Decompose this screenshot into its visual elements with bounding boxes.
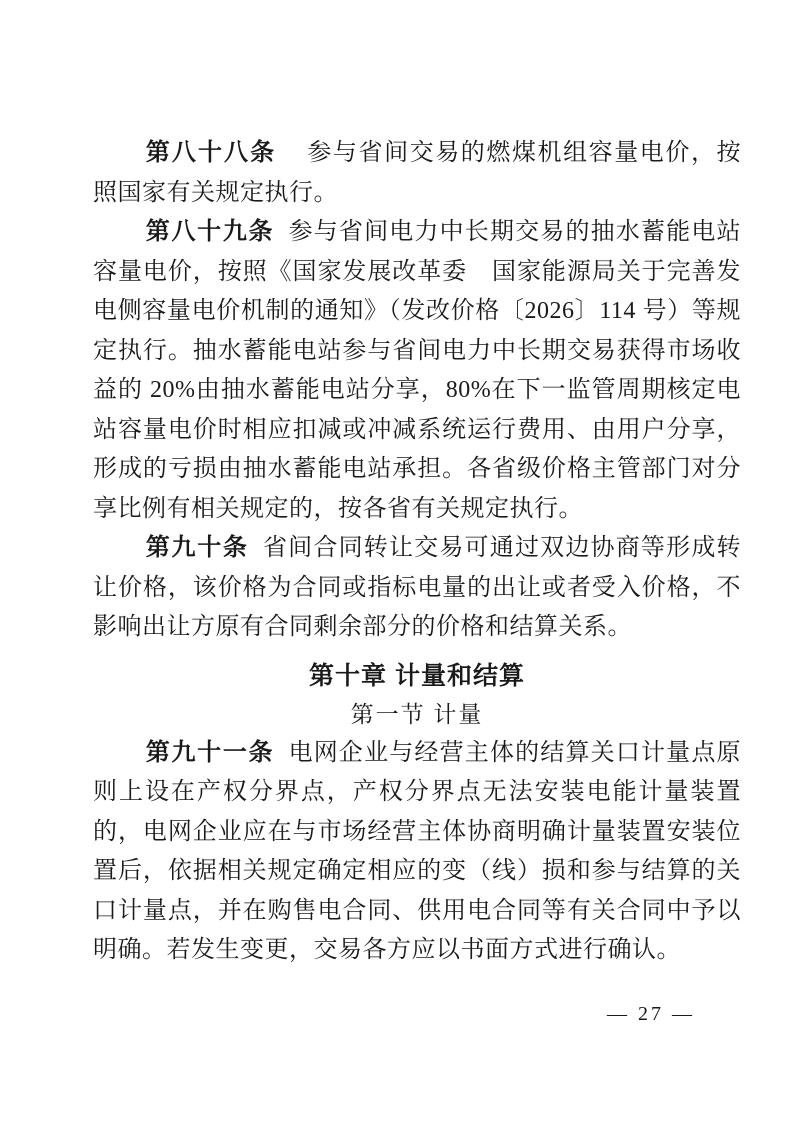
article-88-text: 参与省间交易的燃煤机组容量电价，按照国家有关规定执行。: [93, 140, 742, 206]
article-90-number: 第九十条: [145, 535, 249, 561]
article-89-text: 参与省间电力中长期交易的抽水蓄能电站容量电价，按照《国家发展改革委 国家能源局关于完善发电侧容量电价机制的通知》（发改价格〔2026〕114 号）等规定执行。抽水蓄能电站参与省间电力中长期交易获得市场收益的 20%由抽水蓄能电站分享，80%在下一监管周期核定电站容量电价时相应扣减或冲减系统运行费用、由用户分享，形成的亏损由抽水蓄能电站承担。各省级价格主管部门对分享比例有相关规定的，按各省有关规定执行。: [93, 219, 742, 522]
article-90-paragraph: [93, 529, 741, 648]
page-number: — 27 —: [607, 1003, 695, 1025]
article-89-number: 第八十九条: [145, 219, 275, 245]
chapter-heading: 第十章 计量和结算: [309, 661, 525, 690]
article-91-paragraph: [93, 734, 741, 971]
article-89-paragraph: [93, 213, 741, 529]
article-90-text: 省间合同转让交易可通过双边协商等形成转让价格，该价格为合同或指标电量的出让或者受入价格，不影响出让方原有合同剩余部分的价格和结算关系。: [93, 535, 742, 640]
document-content: [93, 134, 741, 971]
article-88-paragraph: [93, 134, 741, 213]
article-91-number: 第九十一条: [145, 739, 275, 766]
article-88-number: 第八十八条: [145, 140, 277, 166]
article-91-text: 电网企业与经营主体的结算关口计量点原则上设在产权分界点，产权分界点无法安装电能计量装置的，电网企业应在与市场经营主体协商明确计量装置安装位置后，依据相关规定确定相应的变（线）损和参与结算的关口计量点，并在购售电合同、供用电合同等有关合同中予以明确。若发生变更，交易各方应以书面方式进行确认。: [93, 739, 742, 963]
section-heading: 第一节 计量: [350, 701, 484, 727]
